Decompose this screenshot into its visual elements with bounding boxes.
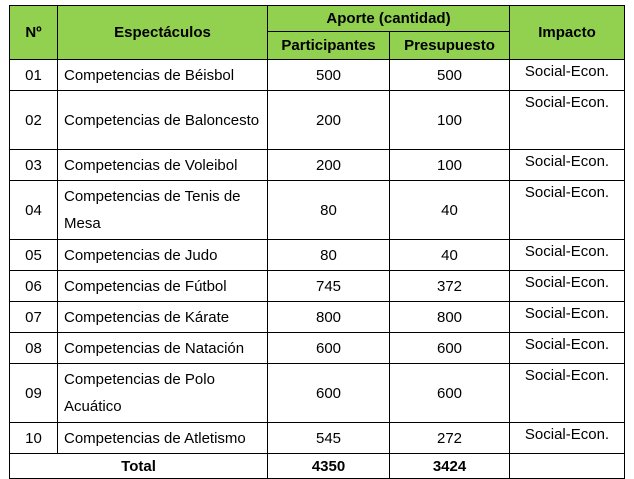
row-presupuesto: 800: [390, 302, 510, 333]
row-participantes: 500: [268, 60, 390, 91]
header-aporte: Aporte (cantidad): [268, 6, 510, 32]
header-presupuesto: Presupuesto: [390, 32, 510, 60]
row-impacto: Social-Econ.: [510, 271, 625, 302]
table-row: [10, 333, 625, 364]
row-impacto: Social-Econ.: [510, 333, 625, 364]
row-name: Competencias de Tenis de Mesa: [58, 181, 268, 240]
row-presupuesto: 40: [390, 181, 510, 240]
row-presupuesto: 40: [390, 240, 510, 271]
row-presupuesto: 600: [390, 333, 510, 364]
row-name: Competencias de Béisbol: [58, 60, 268, 91]
row-number: 04: [10, 181, 58, 240]
row-impacto: Social-Econ.: [510, 302, 625, 333]
row-impacto: Social-Econ.: [510, 150, 625, 181]
row-participantes: 80: [268, 181, 390, 240]
row-number: 10: [10, 423, 58, 454]
row-participantes: 545: [268, 423, 390, 454]
row-number: 02: [10, 91, 58, 150]
table-row: [10, 271, 625, 302]
row-participantes: 745: [268, 271, 390, 302]
total-impacto-empty: [510, 454, 625, 479]
table-row: [10, 60, 625, 91]
row-number: 01: [10, 60, 58, 91]
row-presupuesto: 272: [390, 423, 510, 454]
total-participantes: 4350: [268, 454, 390, 479]
row-impacto: Social-Econ.: [510, 60, 625, 91]
row-name: Competencias de Atletismo: [58, 423, 268, 454]
row-name: Competencias de Kárate: [58, 302, 268, 333]
total-presupuesto: 3424: [390, 454, 510, 479]
header-espectaculos: Espectáculos: [58, 6, 268, 60]
spectacles-table: [9, 5, 625, 479]
header-participantes: Participantes: [268, 32, 390, 60]
row-participantes: 600: [268, 333, 390, 364]
row-presupuesto: 100: [390, 91, 510, 150]
row-presupuesto: 500: [390, 60, 510, 91]
row-impacto: Social-Econ.: [510, 364, 625, 423]
row-participantes: 800: [268, 302, 390, 333]
row-number: 07: [10, 302, 58, 333]
row-impacto: Social-Econ.: [510, 91, 625, 150]
row-name: Competencias de Natación: [58, 333, 268, 364]
row-impacto: Social-Econ.: [510, 423, 625, 454]
row-presupuesto: 600: [390, 364, 510, 423]
row-name: Competencias de Fútbol: [58, 271, 268, 302]
row-impacto: Social-Econ.: [510, 181, 625, 240]
row-name: Competencias de Baloncesto: [58, 91, 268, 150]
row-name: Competencias de Polo Acuático: [58, 364, 268, 423]
table-row: [10, 302, 625, 333]
row-number: 08: [10, 333, 58, 364]
row-number: 09: [10, 364, 58, 423]
row-participantes: 200: [268, 150, 390, 181]
table-row: [10, 150, 625, 181]
row-participantes: 80: [268, 240, 390, 271]
table-container: [9, 5, 625, 479]
table-row: [10, 181, 625, 240]
row-number: 05: [10, 240, 58, 271]
row-name: Competencias de Judo: [58, 240, 268, 271]
table-row: [10, 364, 625, 423]
total-label: Total: [10, 454, 268, 479]
header-no: Nº: [10, 6, 58, 60]
table-row: [10, 423, 625, 454]
table-row: [10, 91, 625, 150]
total-row: [10, 454, 625, 479]
row-number: 06: [10, 271, 58, 302]
row-presupuesto: 100: [390, 150, 510, 181]
row-impacto: Social-Econ.: [510, 240, 625, 271]
header-impacto: Impacto: [510, 6, 625, 60]
row-participantes: 600: [268, 364, 390, 423]
row-name: Competencias de Voleibol: [58, 150, 268, 181]
row-presupuesto: 372: [390, 271, 510, 302]
row-number: 03: [10, 150, 58, 181]
table-row: [10, 240, 625, 271]
row-participantes: 200: [268, 91, 390, 150]
